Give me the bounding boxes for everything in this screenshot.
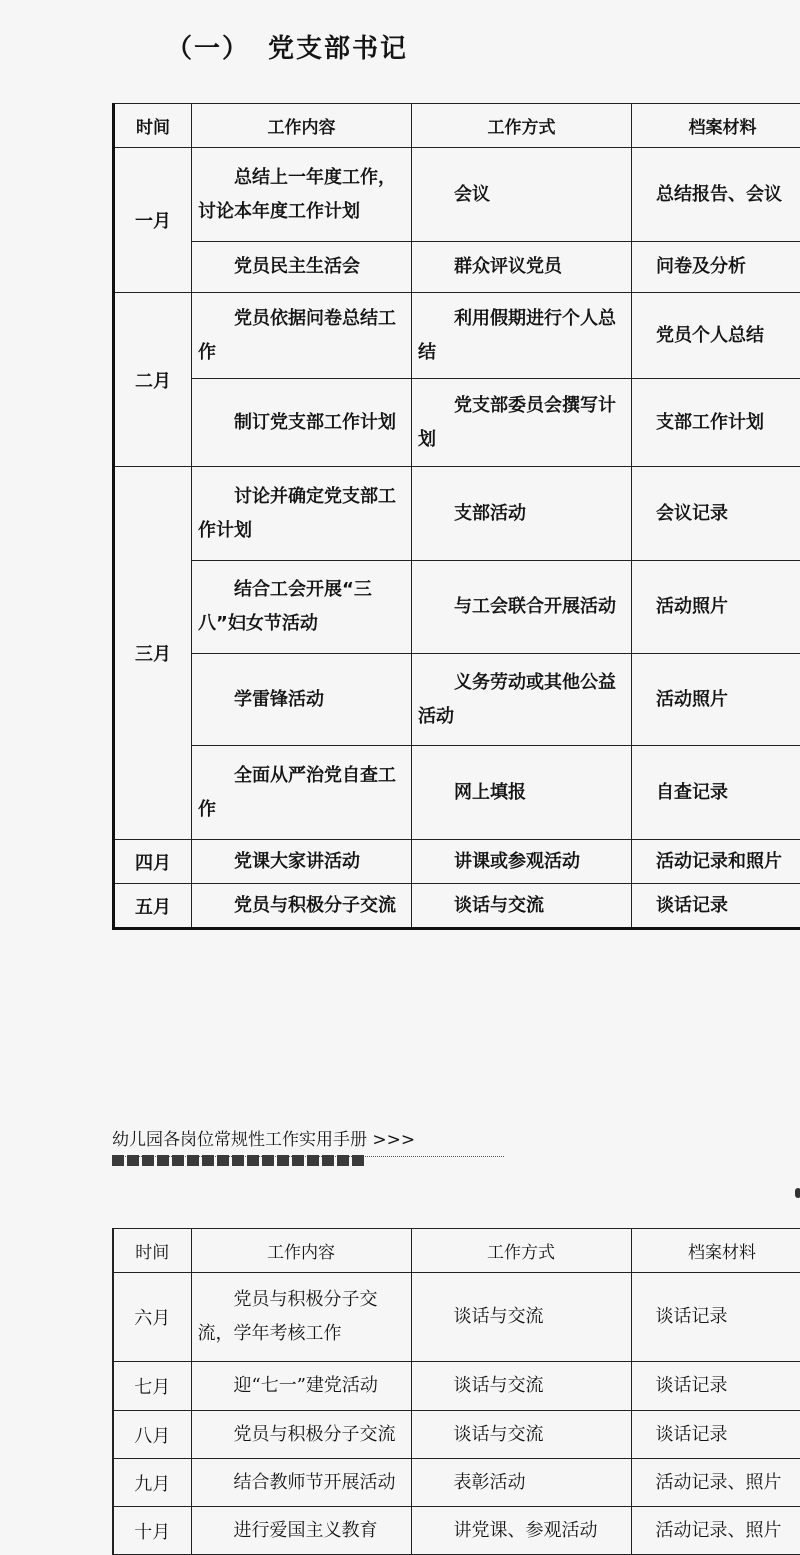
method-cell: 义务劳动或其他公益活动 xyxy=(412,654,632,746)
table-header-row xyxy=(114,104,800,148)
archive-cell: 活动记录和照片 xyxy=(632,840,800,884)
content-cell: 讨论并确定党支部工作计划 xyxy=(192,467,412,561)
method-cell: 表彰活动 xyxy=(411,1459,631,1507)
content-cell: 党课大家讲活动 xyxy=(192,840,412,884)
archive-cell: 活动记录、照片 xyxy=(631,1507,800,1555)
table-row xyxy=(113,1362,800,1411)
month-cell: 三月 xyxy=(114,467,192,840)
method-cell: 党支部委员会撰写计划 xyxy=(412,379,632,467)
header-archive: 档案材料 xyxy=(632,104,800,148)
month-cell: 六月 xyxy=(113,1273,191,1362)
content-cell: 党员与积极分子交流，学年考核工作 xyxy=(191,1273,411,1362)
archive-cell: 问卷及分析 xyxy=(632,242,800,293)
header-archive: 档案材料 xyxy=(631,1229,800,1273)
work-table-2 xyxy=(112,1228,800,1555)
header-method: 工作方式 xyxy=(412,104,632,148)
month-cell: 四月 xyxy=(114,840,192,884)
table-row xyxy=(113,1507,800,1555)
header-time: 时间 xyxy=(113,1229,191,1273)
table-row xyxy=(114,746,800,840)
work-table-1 xyxy=(112,103,800,930)
header-content: 工作内容 xyxy=(191,1229,411,1273)
table-row xyxy=(114,884,800,929)
month-cell: 五月 xyxy=(114,884,192,929)
method-cell: 利用假期进行个人总结 xyxy=(412,293,632,379)
table-row xyxy=(113,1273,800,1362)
content-cell: 制订党支部工作计划 xyxy=(192,379,412,467)
table-row xyxy=(113,1411,800,1459)
table-row xyxy=(114,379,800,467)
table-row xyxy=(114,654,800,746)
archive-cell: 会议记录 xyxy=(632,467,800,561)
content-cell: 学雷锋活动 xyxy=(192,654,412,746)
section-title-text: 党支部书记 xyxy=(268,34,408,64)
method-cell: 会议 xyxy=(412,148,632,242)
content-cell: 党员与积极分子交流 xyxy=(191,1411,411,1459)
header-time: 时间 xyxy=(114,104,192,148)
archive-cell: 谈话记录 xyxy=(632,884,800,929)
month-cell: 一月 xyxy=(114,148,192,293)
edge-mark xyxy=(795,1188,800,1198)
content-cell: 总结上一年度工作，讨论本年度工作计划 xyxy=(192,148,412,242)
table-row xyxy=(114,293,800,379)
month-cell: 七月 xyxy=(113,1362,191,1411)
handbook-title: 幼儿园各岗位常规性工作实用手册 xyxy=(112,1130,367,1150)
content-cell: 党员与积极分子交流 xyxy=(192,884,412,929)
method-cell: 网上填报 xyxy=(412,746,632,840)
method-cell: 讲党课、参观活动 xyxy=(411,1507,631,1555)
arrows-icon: >>> xyxy=(372,1130,415,1150)
running-header xyxy=(112,1125,504,1157)
table-header-row xyxy=(113,1229,800,1273)
method-cell: 谈话与交流 xyxy=(411,1411,631,1459)
table-row xyxy=(114,242,800,293)
month-cell: 二月 xyxy=(114,293,192,467)
content-cell: 党员民主生活会 xyxy=(192,242,412,293)
method-cell: 谈话与交流 xyxy=(411,1273,631,1362)
content-cell: 全面从严治党自查工作 xyxy=(192,746,412,840)
square-bar xyxy=(112,1155,364,1166)
archive-cell: 总结报告、会议 xyxy=(632,148,800,242)
table-row xyxy=(113,1459,800,1507)
content-cell: 迎“七一”建党活动 xyxy=(191,1362,411,1411)
archive-cell: 活动记录、照片 xyxy=(631,1459,800,1507)
archive-cell: 谈话记录 xyxy=(631,1362,800,1411)
section-title xyxy=(166,28,408,65)
archive-cell: 党员个人总结 xyxy=(632,293,800,379)
method-cell: 讲课或参观活动 xyxy=(412,840,632,884)
method-cell: 与工会联合开展活动 xyxy=(412,561,632,654)
method-cell: 谈话与交流 xyxy=(412,884,632,929)
archive-cell: 谈话记录 xyxy=(631,1411,800,1459)
method-cell: 谈话与交流 xyxy=(411,1362,631,1411)
method-cell: 群众评议党员 xyxy=(412,242,632,293)
header-content: 工作内容 xyxy=(192,104,412,148)
archive-cell: 谈话记录 xyxy=(631,1273,800,1362)
month-cell: 十月 xyxy=(113,1507,191,1555)
content-cell: 结合教师节开展活动 xyxy=(191,1459,411,1507)
content-cell: 党员依据问卷总结工作 xyxy=(192,293,412,379)
content-cell: 结合工会开展“三八”妇女节活动 xyxy=(192,561,412,654)
table-row xyxy=(114,561,800,654)
archive-cell: 活动照片 xyxy=(632,561,800,654)
month-cell: 八月 xyxy=(113,1411,191,1459)
section-number: （一） xyxy=(166,34,250,64)
archive-cell: 自查记录 xyxy=(632,746,800,840)
archive-cell: 支部工作计划 xyxy=(632,379,800,467)
method-cell: 支部活动 xyxy=(412,467,632,561)
header-method: 工作方式 xyxy=(411,1229,631,1273)
table-row xyxy=(114,467,800,561)
month-cell: 九月 xyxy=(113,1459,191,1507)
content-cell: 进行爱国主义教育 xyxy=(191,1507,411,1555)
table-row xyxy=(114,148,800,242)
archive-cell: 活动照片 xyxy=(632,654,800,746)
table-row xyxy=(114,840,800,884)
